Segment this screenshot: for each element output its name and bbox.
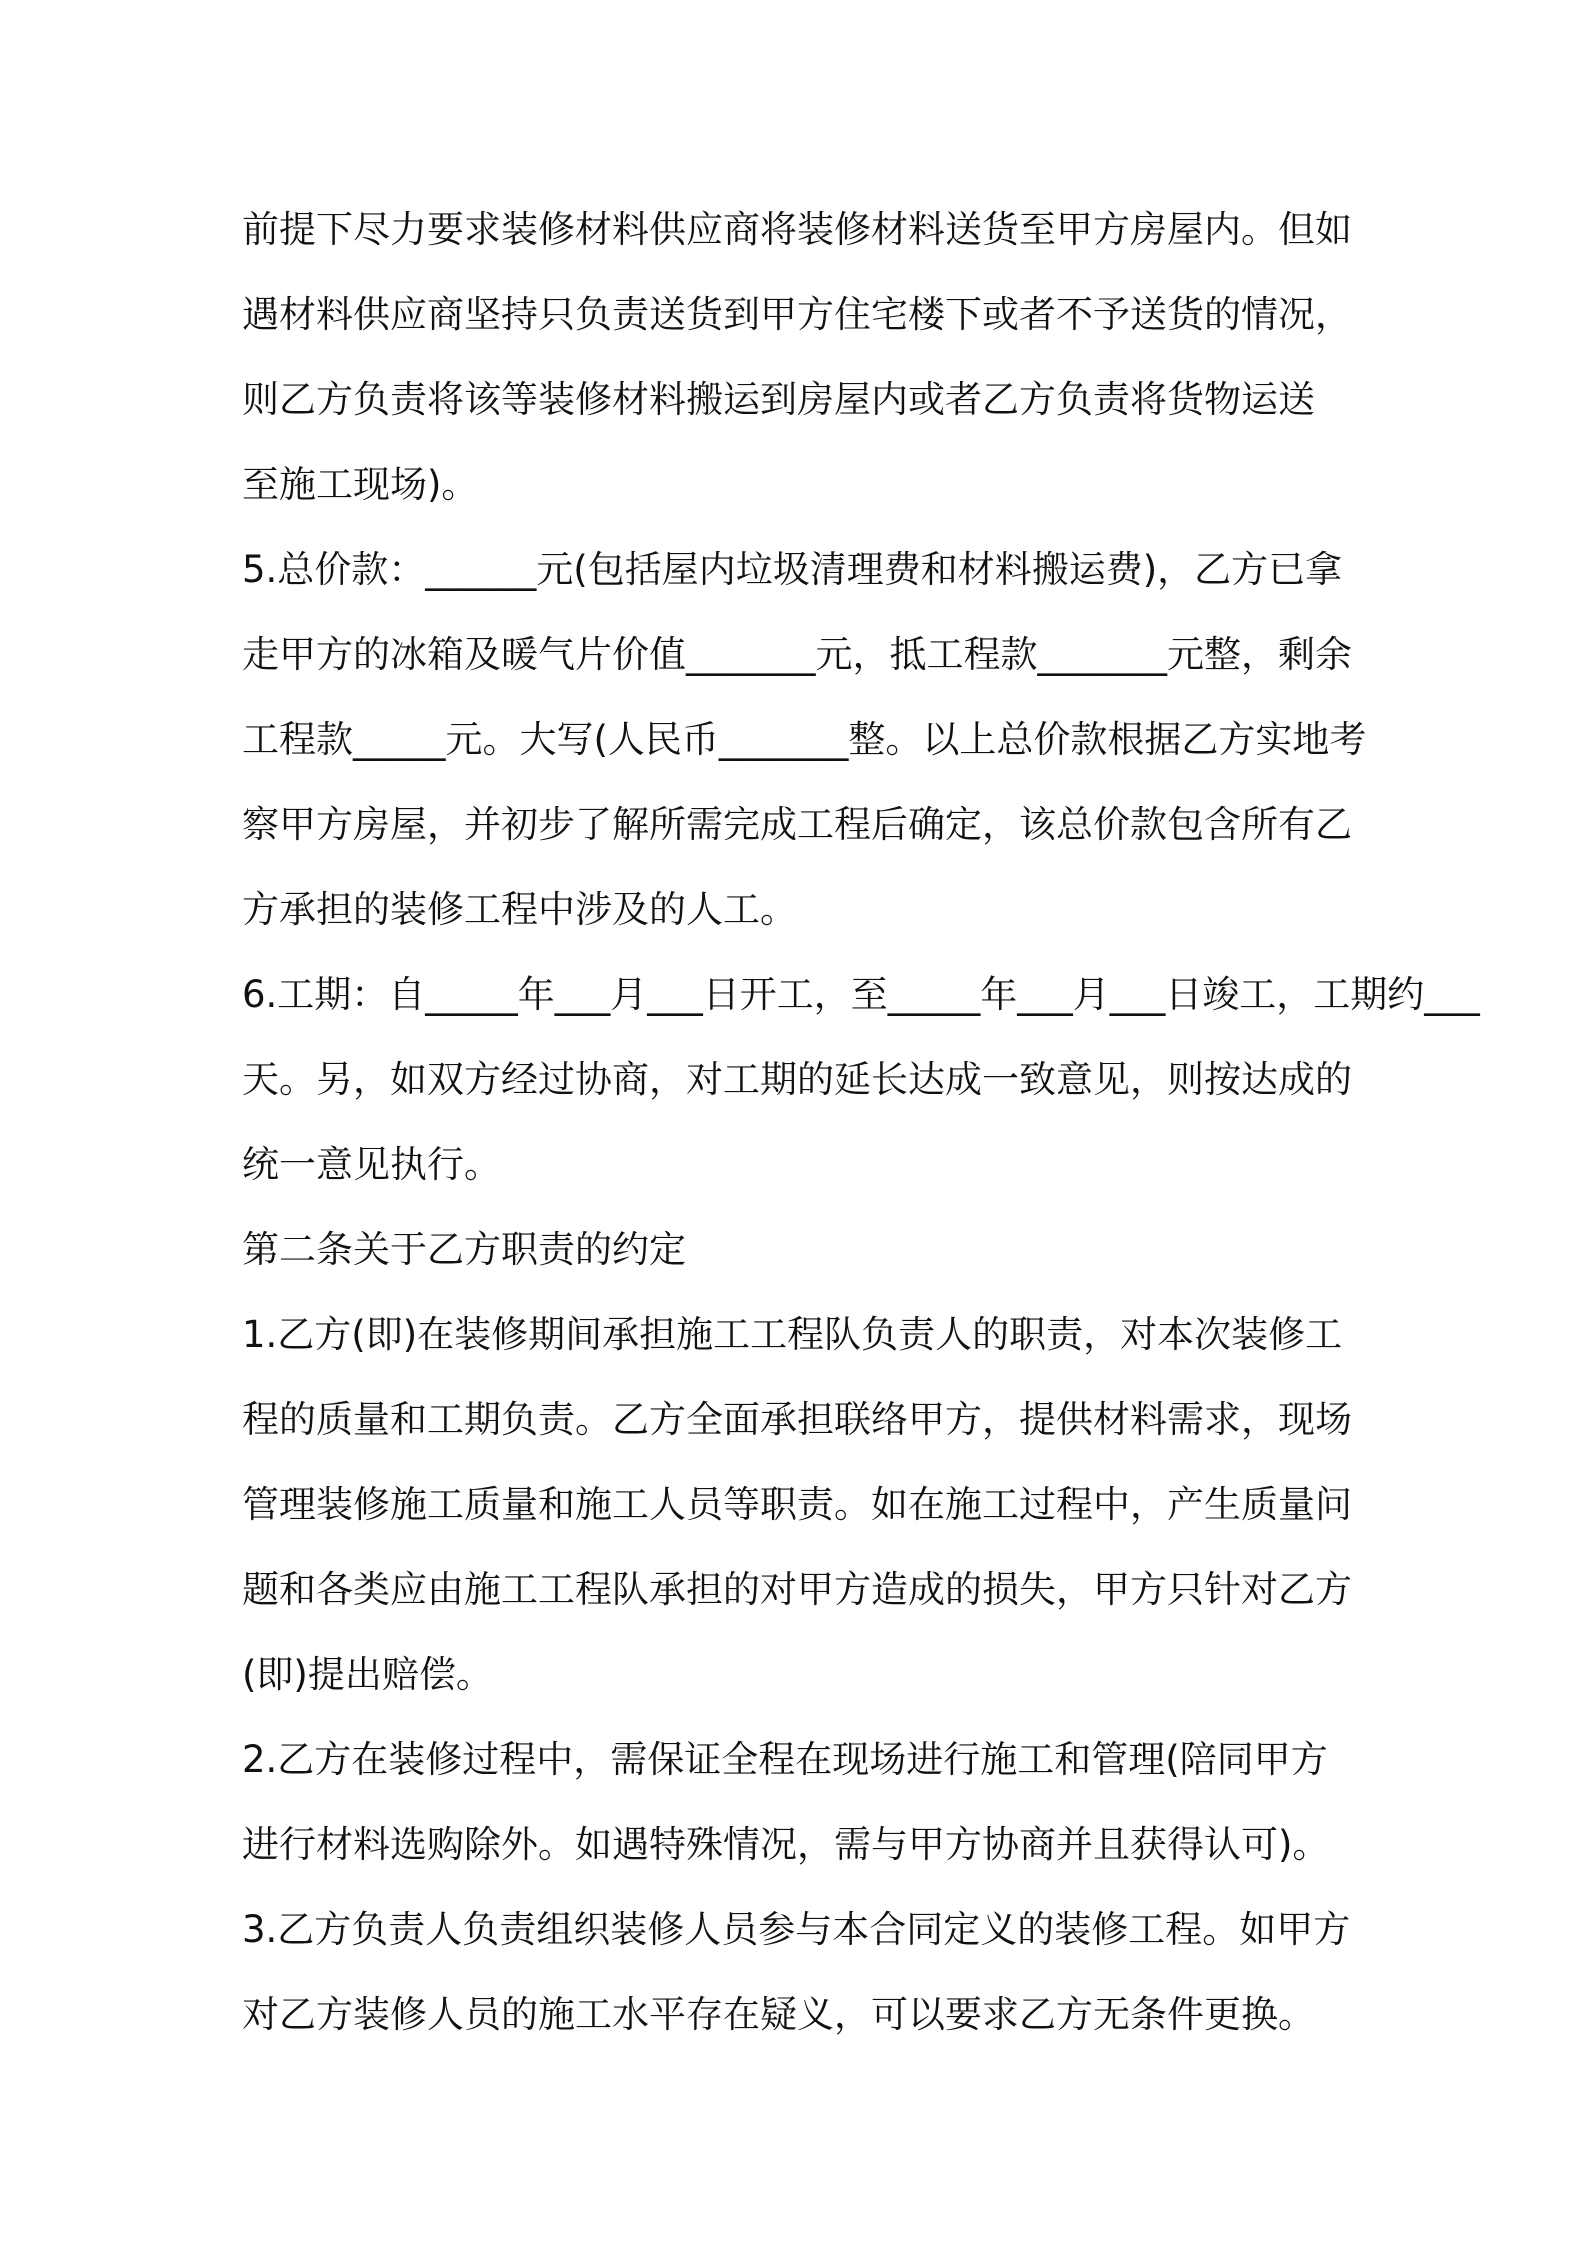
text-line: 对乙方装修人员的施工水平存在疑义，可以要求乙方无条件更换。 [242, 1993, 1315, 2036]
text-line: 走甲方的冰箱及暖气片价值_______元，抵工程款_______元整，剩余 [242, 633, 1352, 676]
text-line: 程的质量和工期负责。乙方全面承担联络甲方，提供材料需求，现场 [242, 1398, 1352, 1441]
text-line: 则乙方负责将该等装修材料搬运到房屋内或者乙方负责将货物运送 [242, 378, 1315, 421]
clause-item-2: 2.乙方在装修过程中，需保证全程在现场进行施工和管理(陪同甲方 [242, 1738, 1328, 1781]
text-line: 管理装修施工质量和施工人员等职责。如在施工过程中，产生质量问 [242, 1483, 1352, 1526]
text-line: 察甲方房屋，并初步了解所需完成工程后确定，该总价款包含所有乙 [242, 803, 1352, 846]
clause-duration: 6.工期：自_____年___月___日开工，至_____年___月___日竣工，工期约___ [242, 973, 1480, 1016]
text-line: 方承担的装修工程中涉及的人工。 [242, 888, 797, 931]
text-line: 至施工现场)。 [242, 463, 479, 506]
text-line: 工程款_____元。大写(人民币_______整。以上总价款根据乙方实地考 [242, 718, 1367, 761]
clause-total-price: 5.总价款：______元(包括屋内垃圾清理费和材料搬运费)，乙方已拿 [242, 548, 1343, 591]
text-line: 统一意见执行。 [242, 1143, 501, 1186]
text-line: 遇材料供应商坚持只负责送货到甲方住宅楼下或者不予送货的情况， [242, 293, 1352, 336]
clause-item-1: 1.乙方(即)在装修期间承担施工工程队负责人的职责，对本次装修工 [242, 1313, 1343, 1356]
text-line: 前提下尽力要求装修材料供应商将装修材料送货至甲方房屋内。但如 [242, 208, 1352, 251]
text-line: 进行材料选购除外。如遇特殊情况，需与甲方协商并且获得认可)。 [242, 1823, 1330, 1866]
clause-item-3: 3.乙方负责人负责组织装修人员参与本合同定义的装修工程。如甲方 [242, 1908, 1351, 1951]
section-heading: 第二条关于乙方职责的约定 [242, 1228, 686, 1271]
text-line: 题和各类应由施工工程队承担的对甲方造成的损失，甲方只针对乙方 [242, 1568, 1352, 1611]
text-line: (即)提出赔偿。 [242, 1653, 493, 1696]
text-line: 天。另，如双方经过协商，对工期的延长达成一致意见，则按达成的 [242, 1058, 1352, 1101]
